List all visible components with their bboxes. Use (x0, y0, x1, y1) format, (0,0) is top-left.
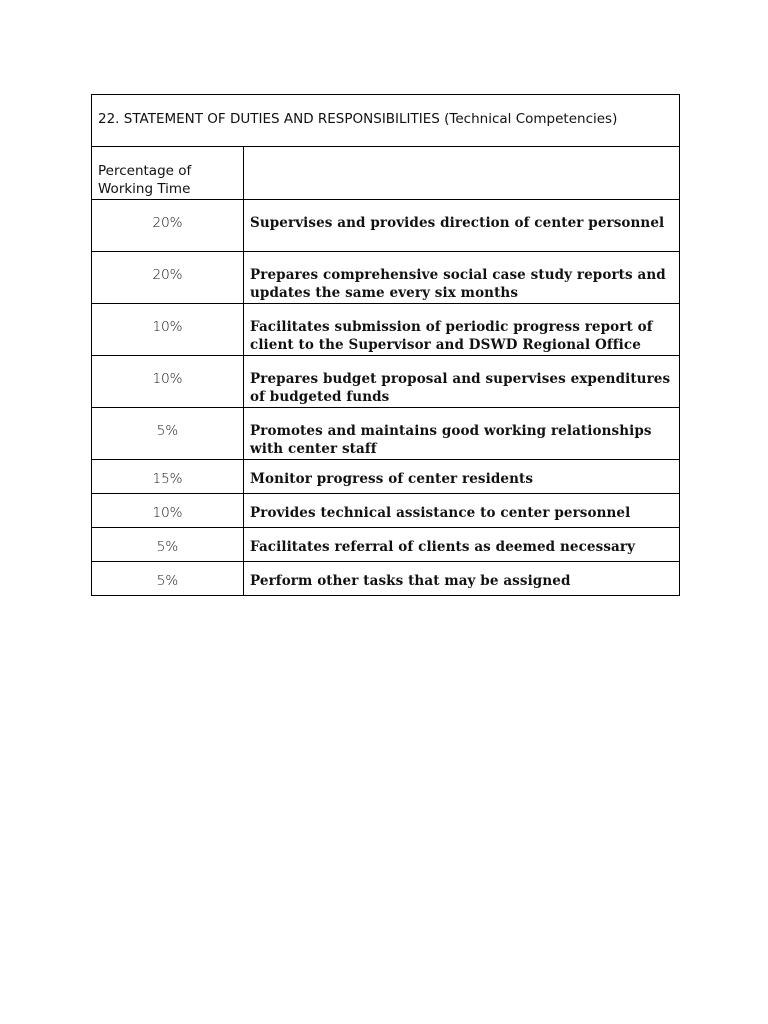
percent-cell: 5% (92, 528, 244, 562)
duty-cell: Perform other tasks that may be assigned (244, 562, 680, 596)
table-row (92, 252, 680, 304)
duty-cell: Provides technical assistance to center personnel (244, 494, 680, 528)
table-row (92, 460, 680, 494)
header-row (92, 147, 680, 200)
table-row (92, 494, 680, 528)
duties-table (91, 94, 680, 596)
duty-cell: Facilitates referral of clients as deemed necessary (244, 528, 680, 562)
duty-cell: Promotes and maintains good working relationships with center staff (244, 408, 680, 460)
table-row (92, 408, 680, 460)
percent-cell: 5% (92, 408, 244, 460)
percent-cell: 10% (92, 356, 244, 408)
duty-column-header (244, 147, 680, 200)
percentage-column-header: Percentage of Working Time (92, 147, 244, 200)
table-row (92, 200, 680, 252)
percent-cell: 20% (92, 200, 244, 252)
title-row (92, 95, 680, 147)
duty-cell: Prepares comprehensive social case study reports and updates the same every six months (244, 252, 680, 304)
table-row (92, 562, 680, 596)
percent-cell: 20% (92, 252, 244, 304)
table-row (92, 528, 680, 562)
table-row (92, 304, 680, 356)
percent-cell: 5% (92, 562, 244, 596)
duty-cell: Monitor progress of center residents (244, 460, 680, 494)
duty-cell: Facilitates submission of periodic progress report of client to the Supervisor and DSWD Regional Office (244, 304, 680, 356)
percent-cell: 10% (92, 494, 244, 528)
duty-cell: Prepares budget proposal and supervises expenditures of budgeted funds (244, 356, 680, 408)
duty-cell: Supervises and provides direction of center personnel (244, 200, 680, 252)
percent-cell: 15% (92, 460, 244, 494)
table-row (92, 356, 680, 408)
percent-cell: 10% (92, 304, 244, 356)
section-title: 22. STATEMENT OF DUTIES AND RESPONSIBILITIES (Technical Competencies) (92, 95, 680, 147)
